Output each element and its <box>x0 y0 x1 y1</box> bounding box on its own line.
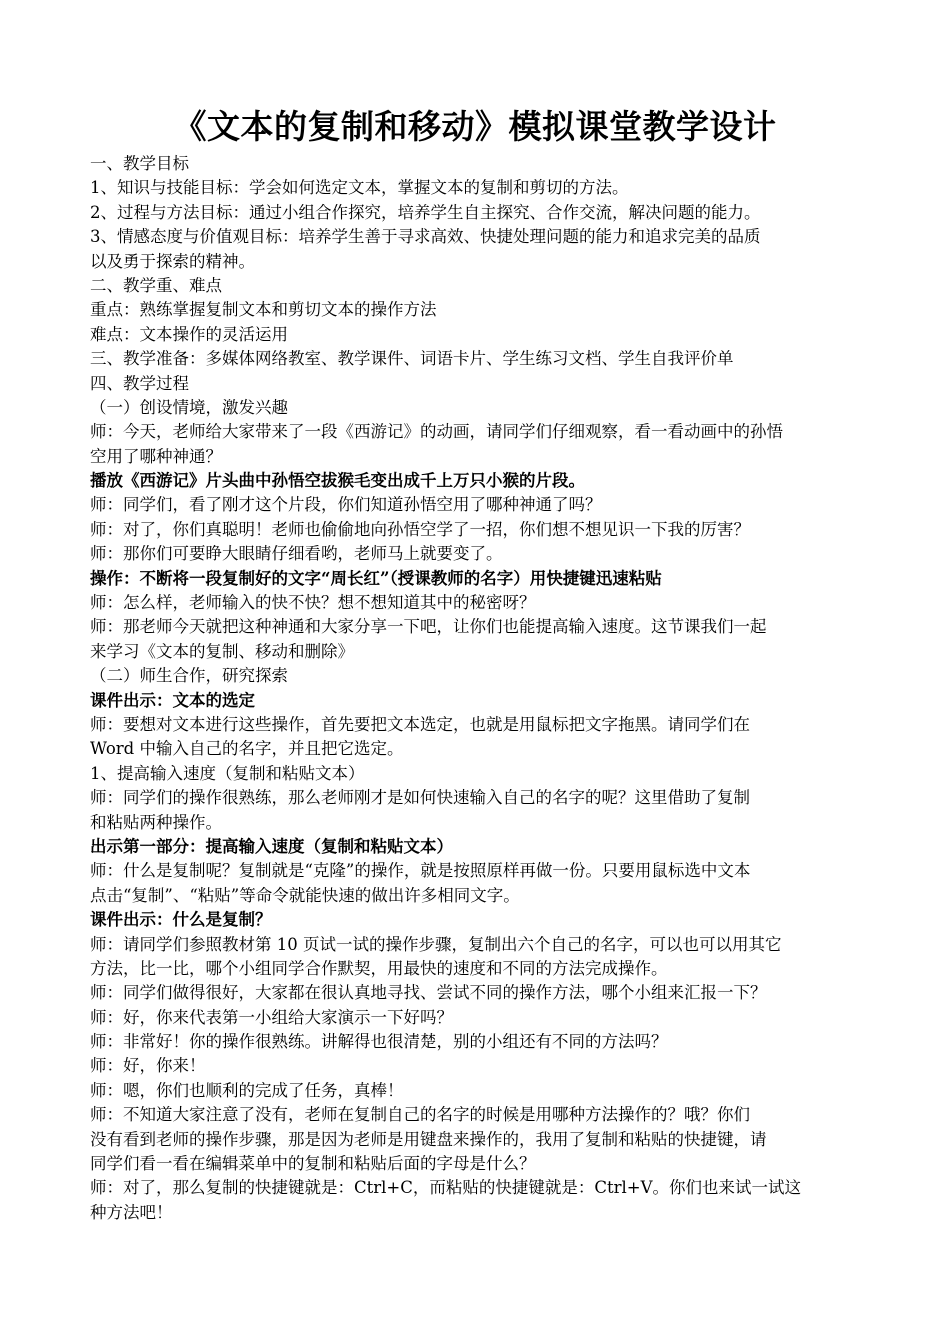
text-line: （二）师生合作，研究探索 <box>90 666 288 686</box>
text-line: 以及勇于探索的精神。 <box>90 251 255 271</box>
text-line: 师：嗯，你们也顺利的完成了任务，真棒！ <box>90 1080 404 1100</box>
text-line: 师：同学们做得很好，大家都在很认真地寻找、尝试不同的操作方法，哪个小组来汇报一下？ <box>90 983 767 1003</box>
text-line: 四、教学过程 <box>90 373 189 393</box>
document-title: 《文本的复制和移动》模拟课堂教学设计 <box>173 107 777 146</box>
text-line: 2、过程与方法目标：通过小组合作探究，培养学生自主探究、合作交流，解决问题的能力。 <box>90 202 761 222</box>
bold-instruction-line: 操作：不断将一段复制好的文字“周长红”（授课教师的名字）用快捷键迅速粘贴 <box>90 568 662 588</box>
bold-instruction-line: 播放《西游记》片头曲中孙悟空拔猴毛变出成千上万只小猴的片段。 <box>90 471 585 491</box>
text-line: 师：对了，那么复制的快捷键就是：Ctrl+C，而粘贴的快捷键就是：Ctrl+V。你们也来试一试这 <box>90 1178 802 1198</box>
text-line: 师：同学们，看了刚才这个片段，你们知道孙悟空用了哪种神通了吗？ <box>90 495 602 515</box>
text-line: 师：不知道大家注意了没有，老师在复制自己的名字的时候是用哪种方法操作的？哦？你们 <box>90 1105 750 1125</box>
text-line: 和粘贴两种操作。 <box>90 812 222 832</box>
text-line: 师：今天，老师给大家带来了一段《西游记》的动画，请同学们仔细观察，看一看动画中的孙悟 <box>90 422 783 442</box>
text-line: 来学习《文本的复制、移动和删除》 <box>90 641 354 661</box>
text-line: （一）创设情境，激发兴趣 <box>90 397 288 417</box>
text-line: 师：那你们可要睁大眼睛仔细看哟，老师马上就要变了。 <box>90 544 503 564</box>
text-line: 难点：文本操作的灵活运用 <box>90 324 288 344</box>
text-line: 师：那老师今天就把这种神通和大家分享一下吧，让你们也能提高输入速度。这节课我们一起 <box>90 617 767 637</box>
document-page <box>90 0 860 1225</box>
text-line: 1、知识与技能目标：学会如何选定文本，掌握文本的复制和剪切的方法。 <box>90 178 629 198</box>
text-line: 师：什么是复制呢？复制就是“克隆”的操作，就是按照原样再做一份。只要用鼠标选中文本 <box>90 861 751 881</box>
text-line: 一、教学目标 <box>90 154 189 173</box>
text-line: 1、提高输入速度（复制和粘贴文本） <box>90 763 365 783</box>
text-line: 师：好，你来代表第一小组给大家演示一下好吗？ <box>90 1007 453 1027</box>
text-line: 师：同学们的操作很熟练，那么老师刚才是如何快速输入自己的名字的呢？这里借助了复制 <box>90 788 750 808</box>
text-line: 师：怎么样，老师输入的快不快？想不想知道其中的秘密呀？ <box>90 593 536 613</box>
text-line: 3、情感态度与价值观目标：培养学生善于寻求高效、快捷处理问题的能力和追求完美的品质 <box>90 227 761 247</box>
text-line: 点击“复制”、“粘贴”等命令就能快速的做出许多相同文字。 <box>90 885 520 905</box>
text-line: Word 中输入自己的名字，并且把它选定。 <box>90 739 404 759</box>
text-line: 没有看到老师的操作步骤，那是因为老师是用键盘来操作的，我用了复制和粘贴的快捷键，请 <box>90 1129 767 1149</box>
text-line: 师：请同学们参照教材第 10 页试一试的操作步骤，复制出六个自己的名字，可以也可以用其它 <box>90 934 782 954</box>
bold-instruction-line: 课件出示：文本的选定 <box>90 690 255 710</box>
document-body <box>90 152 860 1225</box>
text-line: 师：要想对文本进行这些操作，首先要把文本选定，也就是用鼠标把文字拖黑。请同学们在 <box>90 714 750 734</box>
text-line: 同学们看一看在编辑菜单中的复制和粘贴后面的字母是什么？ <box>90 1154 536 1174</box>
bold-instruction-line: 出示第一部分：提高输入速度（复制和粘贴文本） <box>90 836 453 856</box>
text-line: 方法，比一比，哪个小组同学合作默契，用最快的速度和不同的方法完成操作。 <box>90 958 668 978</box>
text-line: 种方法吧！ <box>90 1202 173 1222</box>
text-line: 师：好，你来！ <box>90 1056 206 1076</box>
text-line: 师：对了，你们真聪明！老师也偷偷地向孙悟空学了一招，你们想不想见识一下我的厉害？ <box>90 519 750 539</box>
bold-instruction-line: 课件出示：什么是复制？ <box>90 910 272 930</box>
text-line: 三、教学准备：多媒体网络教室、教学课件、词语卡片、学生练习文档、学生自我评价单 <box>90 349 734 369</box>
text-line: 重点：熟练掌握复制文本和剪切文本的操作方法 <box>90 300 437 320</box>
text-line: 二、教学重、难点 <box>90 275 222 295</box>
text-line: 空用了哪种神通？ <box>90 446 222 466</box>
text-line: 师：非常好！你的操作很熟练。讲解得也很清楚，别的小组还有不同的方法吗？ <box>90 1032 668 1052</box>
